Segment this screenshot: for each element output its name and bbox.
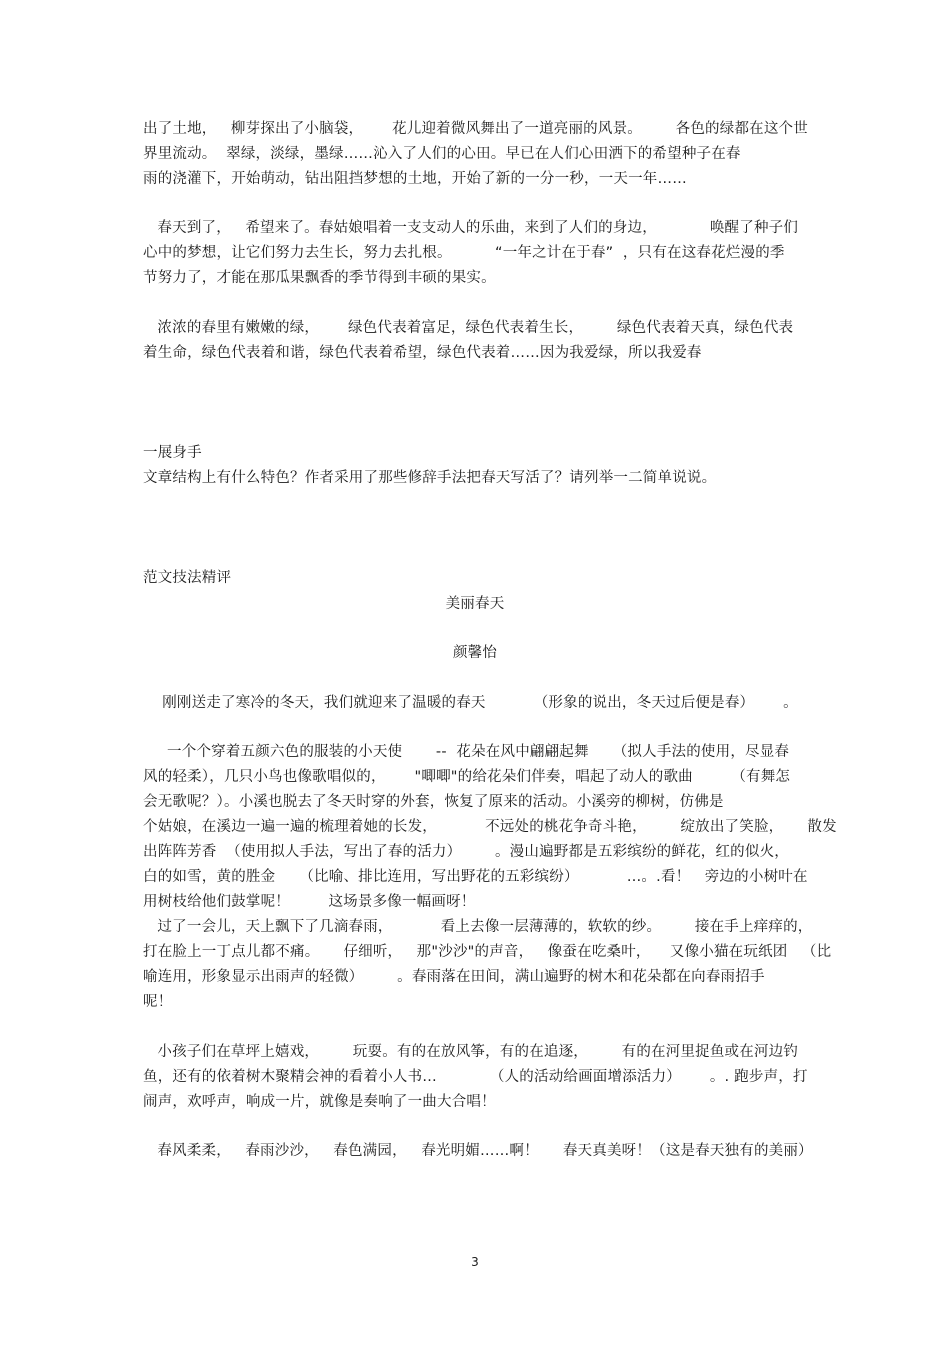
body-line: 春天到了， 希望来了。春姑娘唱着一支支动人的乐曲，来到了人们的身边， 唤醒了种子们 — [143, 220, 799, 236]
essay-line: 打在脸上一丁点儿都不痛。 仔细听， 那"沙沙"的声音， 像蚕在吃桑叶， 又像小猫在玩纸团 （比 — [143, 944, 832, 960]
body-line: 出了土地， 柳芽探出了小脑袋， 花儿迎着微风舞出了一道亮丽的风景。 各色的绿都在这个世 — [143, 121, 808, 137]
essay-line: 会无歌呢？）。小溪也脱去了冬天时穿的外套，恢复了原来的活动。小溪旁的柳树，仿佛是 — [143, 794, 724, 810]
body-line: 界里流动。 翠绿，淡绿，墨绿……沁入了人们的心田。早已在人们心田洒下的希望种子在春 — [143, 146, 741, 162]
essay-line: 个姑娘，在溪边一遍一遍的梳理着她的长发， 不远处的桃花争奇斗艳， 绽放出了笑脸， 散发 — [143, 819, 837, 835]
essay-line: 喻连用，形象显示出雨声的轻微） 。春雨落在田间，满山遍野的树木和花朵都在向春雨招手 — [143, 969, 765, 985]
essay-title: 美丽春天 — [445, 596, 505, 612]
page-number: 3 — [471, 1255, 479, 1269]
essay-line: 春风柔柔， 春雨沙沙， 春色满园， 春光明媚……啊！ 春天真美呀！（这是春天独有的美丽） — [143, 1143, 813, 1159]
exercise-question: 文章结构上有什么特色？作者采用了那些修辞手法把春天写活了？请列举一二简单说说。 — [143, 470, 717, 486]
essay-line: 呢！ — [143, 994, 173, 1010]
section-heading: 一展身手 — [143, 445, 202, 461]
essay-author: 颜馨怡 — [452, 645, 498, 661]
essay-line: 鱼，还有的依着树木聚精会神的看着小人书… （人的活动给画面增添活力） 。. 跑步声，打 — [143, 1069, 808, 1085]
essay-line: 白的如雪，黄的胜金 （比喻、排比连用，写出野花的五彩缤纷） …。.看！ 旁边的小树叶在 — [143, 869, 808, 885]
body-line: 着生命，绿色代表着和谐，绿色代表着希望，绿色代表着……因为我爱绿，所以我爱春 — [143, 345, 702, 361]
essay-line: 过了一会儿，天上飘下了几滴春雨， 看上去像一层薄薄的，软软的纱。 接在手上痒痒的， — [143, 919, 813, 935]
body-line: 浓浓的春里有嫩嫩的绿， 绿色代表着富足，绿色代表着生长， 绿色代表着天真，绿色代表 — [143, 320, 794, 336]
essay-line: 刚刚送走了寒冷的冬天，我们就迎来了温暖的春天 （形象的说出，冬天过后便是春） 。 — [143, 695, 798, 711]
essay-line: 一个个穿着五颜六色的服装的小天使 -- 花朵在风中翩翩起舞 （拟人手法的使用，尽显春 — [143, 744, 790, 760]
body-line: 心中的梦想，让它们努力去生长，努力去扎根。 “一年之计在于春” ，只有在这春花烂漫的季 — [143, 245, 785, 261]
essay-line: 出阵阵芳香 （使用拟人手法，写出了春的活力） 。漫山遍野都是五彩缤纷的鲜花，红的似火， — [143, 844, 789, 860]
essay-line: 小孩子们在草坪上嬉戏， 玩耍。有的在放风筝，有的在追逐， 有的在河里捉鱼或在河边钓 — [143, 1044, 799, 1060]
essay-line: 风的轻柔），几只小鸟也像歌唱似的， "唧唧"的给花朵们伴奏，唱起了动人的歌曲 （有舞怎 — [143, 769, 791, 785]
section-heading: 范文技法精评 — [143, 570, 232, 586]
essay-line: 用树枝给他们鼓掌呢！ 这场景多像一幅画呀！ — [143, 894, 476, 910]
body-line: 节努力了，才能在那瓜果飘香的季节得到丰硕的果实。 — [143, 270, 496, 286]
body-line: 雨的浇灌下，开始萌动，钻出阻挡梦想的土地，开始了新的一分一秒，一天一年…… — [143, 171, 687, 187]
essay-line: 闹声，欢呼声，响成一片，就像是奏响了一曲大合唱！ — [143, 1094, 496, 1110]
